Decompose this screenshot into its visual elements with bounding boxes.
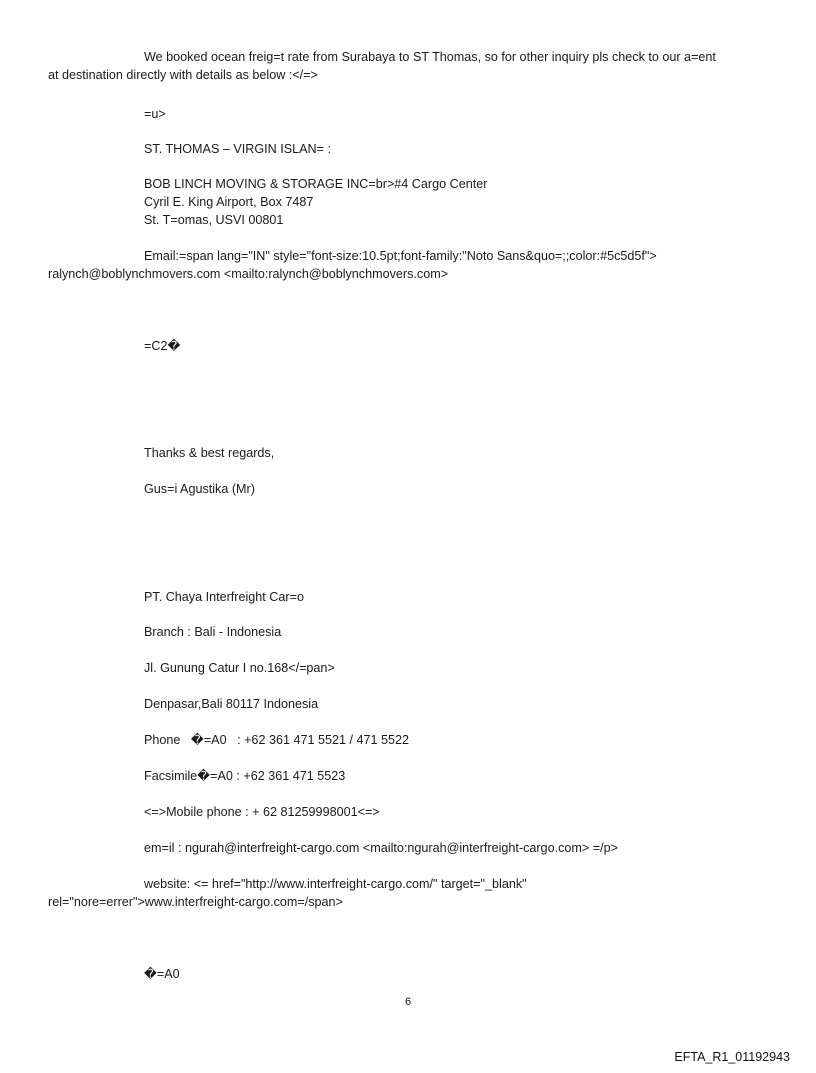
encoding-artifact: =C2� [144, 339, 181, 353]
signature-street: Jl. Gunung Catur I no.168</=pan> [144, 661, 335, 675]
agent-address-line-1: BOB LINCH MOVING & STORAGE INC=br>#4 Cargo Center [144, 177, 488, 191]
signature-website-line-2: rel="nore=errer">www.interfreight-cargo.com=/span> [48, 895, 343, 909]
signature-branch: Branch : Bali - Indonesia [144, 625, 282, 639]
trailing-artifact: �=A0 [144, 967, 180, 981]
signature-mobile: <=>Mobile phone : + 62 81259998001<=> [144, 805, 380, 819]
page-number: 6 [404, 996, 412, 1008]
agent-address-line-3: St. T=omas, USVI 00801 [144, 213, 284, 227]
document-id: EFTA_R1_01192943 [674, 1050, 790, 1064]
signature-phone: Phone �=A0 : +62 361 471 5521 / 471 5522 [144, 733, 410, 747]
signature-fax: Facsimile�=A0 : +62 361 471 5523 [144, 769, 346, 783]
signature-company: PT. Chaya Interfreight Car=o [144, 590, 304, 604]
location-heading: ST. THOMAS – VIRGIN ISLAN= : [144, 142, 331, 156]
intro-line-1: We booked ocean freig=t rate from Surabaya to ST Thomas, so for other inquiry pls check to our a=ent [144, 50, 716, 64]
agent-email-line-1: Email:=span lang="IN" style="font-size:10.5pt;font-family:"Noto Sans&quo=;;color:#5c5d5f"> [144, 249, 657, 263]
intro-line-2: at destination directly with details as below :</=> [48, 68, 318, 82]
sender-name: Gus=i Agustika (Mr) [144, 482, 255, 496]
closing-line: Thanks & best regards, [144, 446, 275, 460]
signature-city: Denpasar,Bali 80117 Indonesia [144, 697, 319, 711]
signature-website-line-1: website: <= href="http://www.interfreight-cargo.com/" target="_blank" [144, 877, 527, 891]
u-tag-artifact: =u> [144, 107, 166, 121]
agent-email-line-2: ralynch@boblynchmovers.com <mailto:ralynch@boblynchmovers.com> [48, 267, 449, 281]
agent-address-line-2: Cyril E. King Airport, Box 7487 [144, 195, 314, 209]
signature-email: em=il : ngurah@interfreight-cargo.com <mailto:ngurah@interfreight-cargo.com> =/p> [144, 841, 618, 855]
